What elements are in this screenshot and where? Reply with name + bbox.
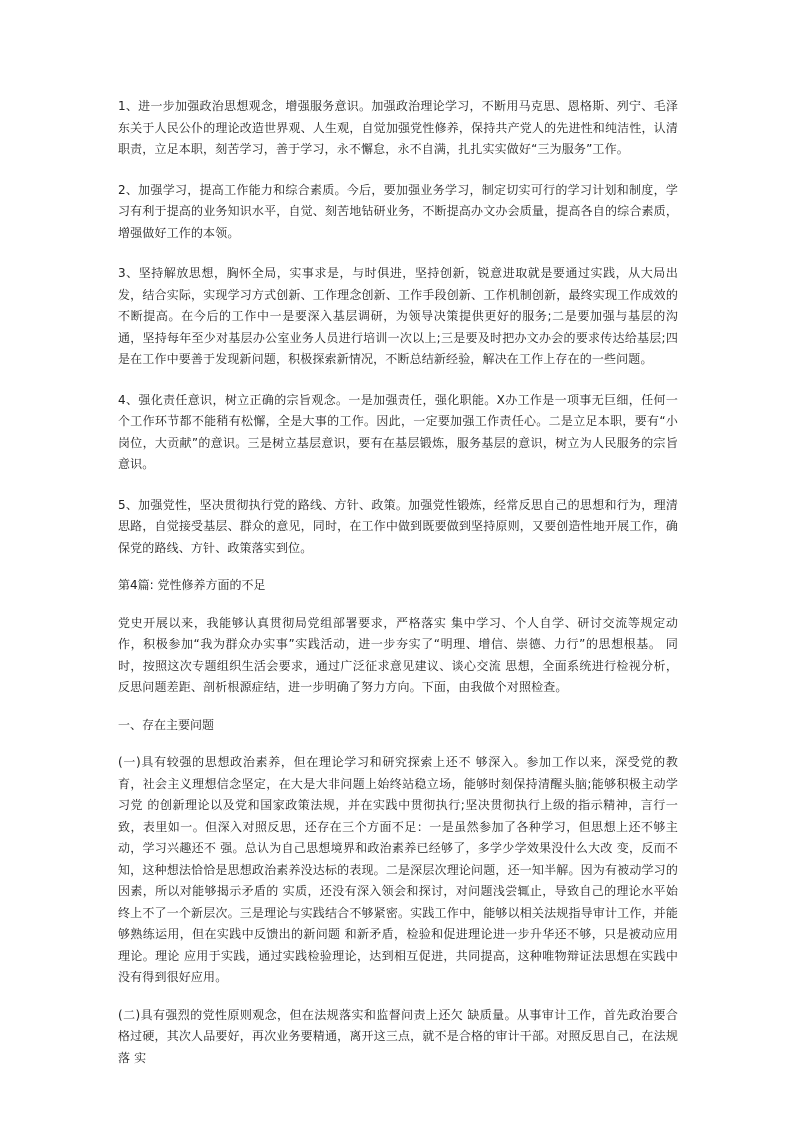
paragraph-2: 2、加强学习，提高工作能力和综合素质。今后，要加强业务学习，制定切实可行的学习计划和制度，学习有利于提高的业务知识水平，自觉、刻苦地钻研业务，不断提高办文办会质量，提高各自的综合素质，增强做好工作的本领。 — [118, 182, 678, 240]
paragraph-5: 5、加强党性，坚决贯彻执行党的路线、方针、政策。加强党性锻炼，经常反思自己的思想和行为，理清思路，自觉接受基层、群众的意见，同时，在工作中做到既要做到坚持原则，又要创造性地开展工作，确保党的路线、方针、政策落实到位。 — [118, 497, 678, 555]
subheading: 一、存在主要问题 — [118, 717, 215, 732]
document-page — [118, 96, 678, 1069]
intro-paragraph: 党史开展以来，我能够认真贯彻局党组部署要求，严格落实 集中学习、个人自学、研讨交流等规定动作，积极参加“我为群众办实事”实践活动，进一步夯实了“明理、增信、崇德、力行”的思想根基。 同时，按照这次专题组织生活会要求，通过广泛征求意见建议、谈心交流 思想，全面系统进行检视分析，反思问题差距、剖析根源症结，进一步明确了努力方向。下面，由我做个对照检查。 — [118, 615, 678, 694]
paragraph-4: 4、强化责任意识，树立正确的宗旨观念。一是加强责任，强化职能。X办工作是一项事无巨细，任何一个工作环节都不能稍有松懈，全是大事的工作。因此，一定要加强工作责任心。二是立足本职，要有“小岗位，大贡献”的意识。三是树立基层意识，要有在基层锻炼，服务基层的意识，树立为人民服务的宗旨意识。 — [118, 392, 678, 471]
issue-1-paragraph: (一)具有较强的思想政治素养，但在理论学习和研究探索上还不 够深入。参加工作以来，深受党的教育，社会主义理想信念坚定，在大是大非问题上始终站稳立场，能够时刻保持清醒头脑;能够积极主动学习党 的创新理论以及党和国家政策法规，并在实践中贯彻执行;坚决贯彻执行上级的指示精神，言行一致，表里如一。但深入对照反思，还存在三个方面不足：一是虽然参加了各种学习，但思想上还不够主动，学习兴趣还不 强。总认为自己思想境界和政治素养已经够了，多学少学效果没什么大改 变，反而不知，这种想法恰恰是思想政治素养没达标的表现。二是深层次理论问题，还一知半解。因为有被动学习的因素，所以对能够揭示矛盾的 实质，还没有深入领会和探讨，对问题浅尝辄止，导致自己的理论水平始 终上不了一个新层次。三是理论与实践结合不够紧密。实践工作中，能够以相关法规指导审计工作，并能够熟练运用，但在实践中反馈出的新问题 和新矛盾，检验和促进理论进一步升华还不够，只是被动应用理论。理论 应用于实践，通过实践检验理论，达到相互促进，共同提高，这种唯物辩证法思想在实践中没有得到很好应用。 — [118, 755, 678, 984]
paragraph-3: 3、坚持解放思想，胸怀全局，实事求是，与时俱进，坚持创新，锐意进取就是要通过实践，从大局出发，结合实际，实现学习方式创新、工作理念创新、工作手段创新、工作机制创新，最终实现工作成效的不断提高。在今后的工作中一是要深入基层调研，为领导决策提供更好的服务;二是要加强与基层的沟通，坚持每年至少对基层办公室业务人员进行培训一次以上;三是要及时把办文办会的要求传达给基层;四是在工作中要善于发现新问题，积极探索新情况，不断总结新经验，解决在工作上存在的一些问题。 — [118, 266, 678, 366]
paragraph-1: 1、进一步加强政治思想观念，增强服务意识。加强政治理论学习，不断用马克思、恩格斯、列宁、毛泽东关于人民公仆的理论改造世界观、人生观，自觉加强党性修养，保持共产党人的先进性和纯洁性，认清职责，立足本职，刻苦学习，善于学习，永不懈怠，永不自满，扎扎实实做好“三为服务”工作。 — [118, 99, 678, 156]
issue-2-paragraph: (二)具有强烈的党性原则观念，但在法规落实和监督问责上还欠 缺质量。从事审计工作，首先政治要合格过硬，其次人品要好，再次业务要精通，离开这三点，就不是合格的审计干部。对照反思自己，在法规落 实 — [118, 1007, 678, 1065]
section-title: 第4篇: 党性修养方面的不足 — [118, 578, 266, 592]
